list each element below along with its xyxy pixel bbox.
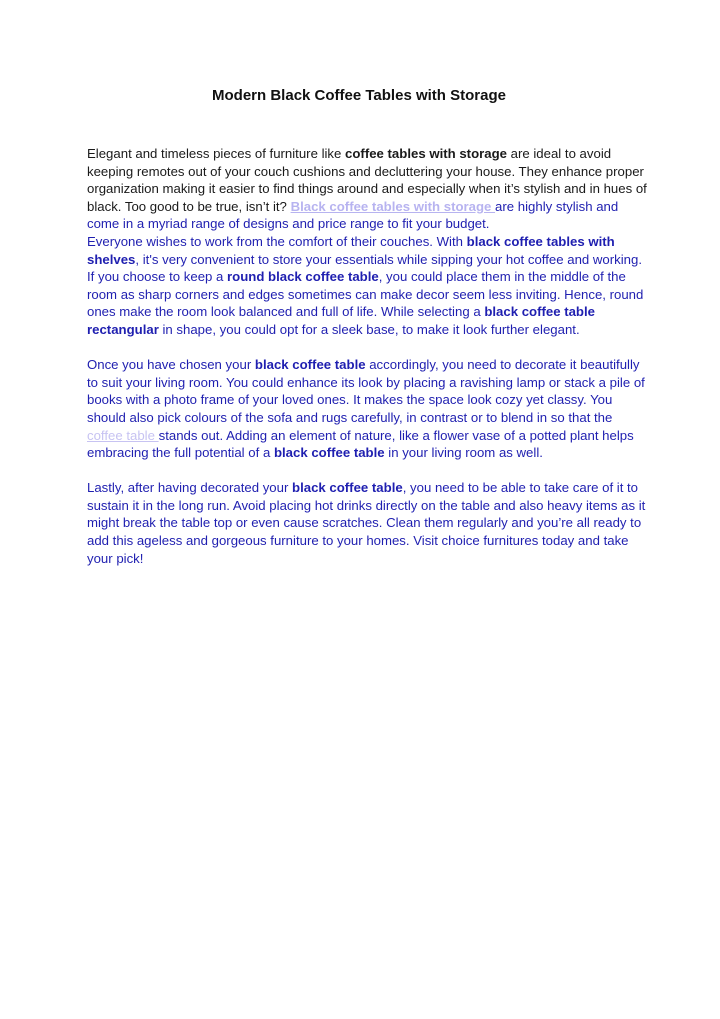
paragraph-3 [87, 479, 647, 567]
paragraph-1-keyword-round-black-coffee-table: round black coffee table [227, 269, 379, 285]
paragraph-2-text-3: stands out. Adding an element of nature, like a flower vase of a potted plant helps embracing the full potential of a [87, 427, 634, 461]
paragraph-3-text-1: Lastly, after having decorated your [87, 480, 293, 496]
paragraph-2-keyword-black-coffee-table-2: black coffee table [273, 445, 385, 461]
paragraph-1-text-2: are ideal to avoid keeping remotes out of your couch cushions and decluttering your house. They enhance proper organization making it easier to find things around and especially when it’s stylish and in hues of black. Too good to be true, isn’t it? [87, 146, 647, 214]
link-coffee-table[interactable]: coffee table [87, 427, 159, 443]
paragraph-1-text-4: Everyone wishes to work from the comfort of their couches. With [87, 233, 467, 249]
paragraph-3-text-2: , you need to be able to take care of it to sustain it in the long run. Avoid placing hot drinks directly on the table and also heavy items as it might break the table top or even cause scratches. Clean them regularly and you’re all ready to add this ageless and gorgeous furniture to your homes. Visit choice furnitures today and take your pick! [87, 480, 646, 566]
document-title: Modern Black Coffee Tables with Storage [212, 87, 506, 104]
paragraph-2-keyword-black-coffee-table: black coffee table [254, 357, 366, 373]
document-body [87, 145, 647, 567]
paragraph-2-text-2: accordingly, you need to decorate it beautifully to suit your living room. You could enhance its look by placing a ravishing lamp or stack a pile of books with a photo frame of your loved ones. It makes the space look cozy yet classy. You should also pick colours of the sofa and rugs carefully, in contrast or to blend in so that the [87, 357, 645, 425]
paragraph-1-text-3: are highly stylish and come in a myriad range of designs and price range to fit your budget. [87, 198, 619, 232]
paragraph-2-text-4: in your living room as well. [384, 445, 543, 461]
paragraph-1-keyword-coffee-tables-with-storage: coffee tables with storage [345, 146, 507, 161]
paragraph-1-text-1: Elegant and timeless pieces of furniture like [87, 146, 346, 161]
paragraph-1-keyword-black-coffee-table-rectangular: black coffee table rectangular [87, 304, 595, 337]
paragraph-1-text-6: , you could place them in the middle of the room as sharp corners and edges sometimes can make decor seem less inviting. Hence, round ones make the room look balanced and full of life. While selecting a [87, 269, 644, 320]
paragraph-1-text-7: in shape, you could opt for a sleek base, to make it look further elegant. [158, 321, 580, 337]
paragraph-1-keyword-black-coffee-tables-with-shelves: black coffee tables with shelves [87, 233, 615, 267]
link-black-coffee-tables-with-storage[interactable]: Black coffee tables with storage [290, 198, 496, 214]
paragraph-2 [87, 356, 647, 462]
paragraph-3-keyword-black-coffee-table: black coffee table [292, 480, 403, 496]
paragraph-2-text-1: Once you have chosen your [87, 357, 255, 373]
paragraph-1 [87, 145, 647, 339]
paragraph-1-text-5: , it's very convenient to store your essentials while sipping your hot coffee and working. If you choose to keep a [87, 251, 643, 285]
